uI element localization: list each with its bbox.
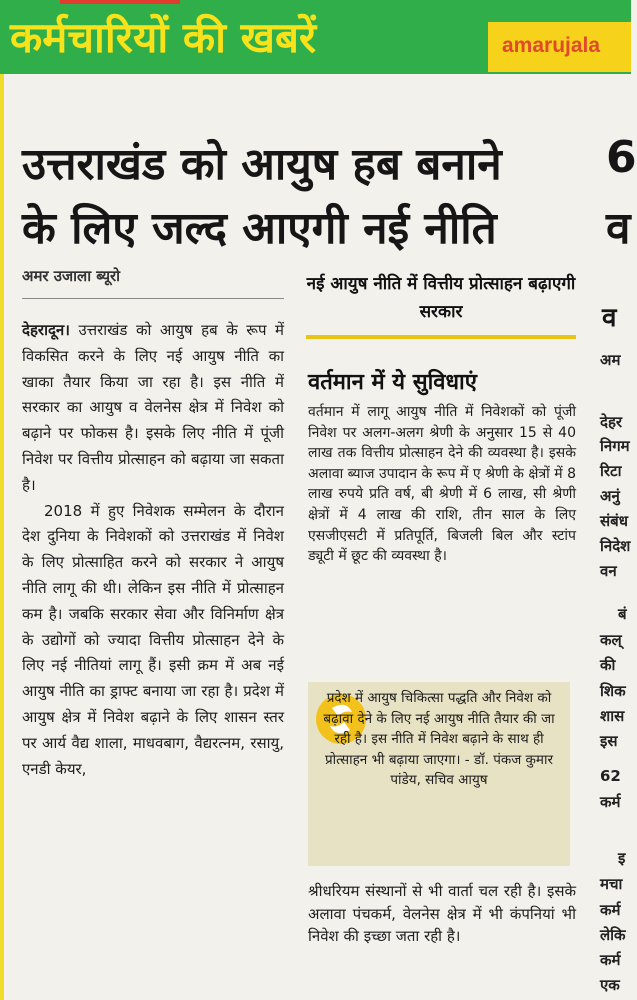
adjacent-line: इस [600, 732, 618, 750]
adjacent-line: संबंध [600, 512, 628, 530]
paragraph-1-text: उत्तराखंड को आयुष हब के रूप में विकसित करने के लिए नई आयुष नीति का खाका तैयार किया जा रहा है। इस नीति में सरकार का आयुष व वेलनेस क्षेत्र में निवेश को बढ़ाने पर फोकस है। इसके लिए नीति में पूंजी निवेश पर वित्तीय प्रोत्साहन को बढ़ाया जा सकता है। [22, 321, 284, 494]
byline-rule [22, 298, 284, 299]
paragraph-2: 2018 में हुए निवेशक सम्मेलन के दौरान देश दुनिया के निवेशकों को उत्तराखंड में निवेश के लिए प्रोत्साहित करने को सरकार ने आयुष नीति लागू की थी। लेकिन इस नीति में प्रोत्साहन कम है। जबकि सरकार सेवा और विनिर्माण क्षेत्र के उद्योगों को ज्यादा वित्तीय प्रोत्साहन देने के लिए नई नीतियां लागू हैं। इसी क्रम में अब नई आयुष नीति का ड्राफ्ट बनाया जा रहा है। प्रदेश में आयुष क्षेत्र में निवेश बढ़ाने के लिए शासन स्तर पर आर्य वैद्य शाला, माधवबाग, वैद्यरत्नम, रसायु, एनडी केयर, [22, 501, 284, 778]
adjacent-line: एक [600, 976, 620, 994]
adjacent-headline-line1: 6 [606, 132, 637, 183]
header-accent-line [60, 0, 180, 4]
adjacent-line: मचा [600, 875, 623, 893]
adjacent-line: की [600, 656, 616, 674]
adjacent-line: कर्म [600, 793, 621, 811]
adjacent-line: 62 [600, 767, 621, 785]
brand-logo: amarujala [502, 34, 601, 57]
adjacent-article-clip [596, 0, 637, 1000]
left-margin-rule [0, 74, 4, 1000]
byline: अमर उजाला ब्यूरो [22, 267, 121, 285]
adjacent-line: शास [600, 707, 625, 725]
adjacent-line: लेकि [600, 926, 626, 944]
adjacent-line: वन [600, 562, 617, 580]
adjacent-line: बं [618, 605, 627, 623]
adjacent-line: रिटा [600, 462, 622, 480]
adjacent-line: कर्म [600, 901, 621, 919]
adjacent-headline-line2: व [606, 203, 631, 254]
subhead-rule [306, 335, 576, 339]
quote-box [308, 682, 570, 866]
headline-line2: के लिए जल्द आएगी नई नीति [22, 203, 497, 254]
adjacent-line: अम [600, 351, 621, 369]
section-title: कर्मचारियों की खबरें [10, 13, 317, 62]
adjacent-line: निदेश [600, 537, 631, 555]
dateline: देहरादून। [22, 321, 70, 339]
adjacent-line: इ [618, 849, 626, 867]
adjacent-line: अनुं [600, 487, 620, 505]
adjacent-line: कल् [600, 631, 622, 649]
article-column-1 [22, 318, 284, 782]
quote-text: प्रदेश में आयुष चिकित्सा पद्धति और निवेश को बढ़ावा देने के लिए नई आयुष नीति तैयार की जा रही है। इस नीति में निवेश बढ़ाने के साथ ही प्रोत्साहन भी बढ़ाया जाएगा। - डॉ. पंकज कुमार पांडेय, सचिव आयुष [323, 690, 555, 788]
adjacent-line: देहर [600, 413, 623, 431]
adjacent-line: कर्म [600, 951, 621, 969]
facilities-box-heading: वर्तमान में ये सुविधाएं [308, 370, 477, 395]
paragraph-1 [22, 318, 284, 499]
adjacent-line: निगम [600, 437, 630, 455]
section-header-bar [0, 0, 631, 74]
facilities-box-text: वर्तमान में लागू आयुष नीति में निवेशकों को पूंजी निवेश पर अलग-अलग श्रेणी के अनुसार 15 से 40 लाख तक वित्तीय प्रोत्साहन देने की व्यवस्था है। इसके अलावा ब्याज उपादान के रूप में ए श्रेणी के क्षेत्रों में 8 लाख रुपये प्रति वर्ष, बी श्रेणी में 6 लाख, सी श्रेणी क्षेत्रों में 4 लाख की राशि, तीन साल के लिए एसजीएसटी में प्रतिपूर्ति, बिजली बिल और स्टांप ड्यूटी में छूट की व्यवस्था है। [308, 404, 576, 565]
headline-line1: उत्तराखंड को आयुष हब बनाने [22, 139, 502, 190]
article-column-2-continued: श्रीधरियम संस्थानों से भी वार्ता चल रही है। इसके अलावा पंचकर्म, वेलनेस क्षेत्र में भी कंपनियां भी निवेश की इच्छा जता रही है। [308, 882, 576, 946]
adjacent-line: शिक [600, 682, 626, 700]
adjacent-subheadline: व [602, 303, 617, 333]
subheadline: नई आयुष नीति में वित्तीय प्रोत्साहन बढ़ाएगी सरकार [306, 274, 576, 322]
